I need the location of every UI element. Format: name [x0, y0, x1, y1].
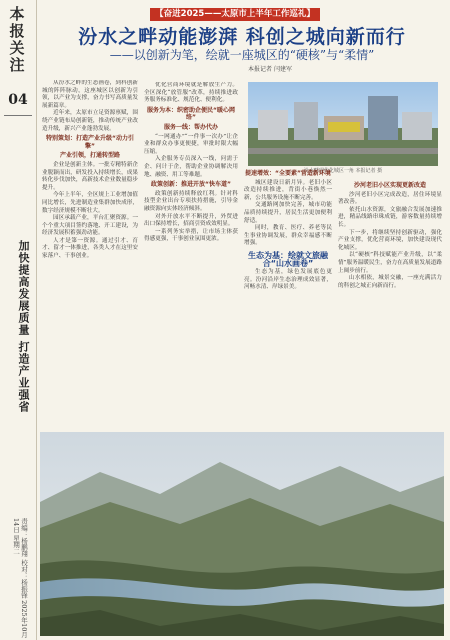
section-heading: 生态为基：绘就文旅融合“山水画卷”: [248, 250, 328, 268]
section-subheading: 产业引领，打通转型路: [59, 152, 120, 160]
section-heading: 提速增效：“全要素”营造新环境: [245, 170, 331, 177]
city-aerial-photo: [248, 82, 438, 166]
article-column-3: [244, 168, 332, 428]
section-heading: 特别策划：打造产业升级“动力引擎”: [46, 135, 134, 150]
photo-caption: 汾水畔现代化城区一角 本报记者 摄: [303, 168, 383, 174]
paragraph: 依托山水资源，文旅融合发展加速推进，精品线路串珠成链，游客数量持续增长。: [338, 206, 442, 228]
paragraph: 近年来，太原市立足资源禀赋，围绕产业链布局创新链，推动传统产业改造升级，新兴产业蓬勃发展。: [42, 110, 138, 132]
section-subheading: 服务一线：帮办代办: [163, 123, 218, 131]
article-column-2: [144, 82, 238, 428]
paragraph: “一网通办”“一件事一次办”让企业和群众办事更便捷，审批时限大幅压缩。: [144, 133, 238, 155]
paragraph: 山水相依，城景交融，一座充满活力的科创之城正向新而行。: [338, 275, 442, 289]
paragraph: 政策创新持续释放红利。针对科技型企业出台专项扶持措施，引导金融资源向实体经济倾斜。: [144, 190, 238, 212]
section-banner: 【奋进2025——太原市上半年工作巡礼】: [150, 8, 320, 21]
section-heading: 服务为本：织密助企便民“暖心网络”: [147, 106, 235, 122]
paragraph: 下一步，将继续坚持创新驱动，强化产业支撑，优化营商环境，加快建设现代化城区。: [338, 229, 442, 251]
paragraph: 园区承载产业，平台汇聚资源。一个个重大项目签约落地、开工建设，为经济发展积蓄强劲动能。: [42, 215, 138, 237]
paragraph: 交通路网加快完善，城市功能品质持续提升，居民生活更加便利舒适。: [244, 202, 332, 224]
paragraph: 对外开放水平不断提升，外贸进出口保持增长，招商引资成效明显。: [144, 213, 238, 228]
paragraph: 一系列务实举措，让市场主体获得感更强，干事创业氛围更浓。: [144, 228, 238, 243]
subheadline: ——以创新为笔，绘就一座城区的“硬核”与“柔情”: [109, 48, 375, 62]
paragraph: 沙河老旧小区完成改造，居住环境显著改善。: [338, 191, 442, 206]
article-column-1: [42, 80, 138, 426]
paragraph: 同时，教育、医疗、养老等民生事业协调发展，群众幸福感不断增强。: [244, 225, 332, 247]
paragraph: 优化营商环境就是解放生产力。全区深化“放管服”改革，持续推进政务服务标准化、规范化、便利化。: [144, 82, 238, 104]
paragraph: 城区建设日新月异。老旧小区改造持续推进，背街小巷焕然一新，公共服务设施不断完善。: [244, 179, 332, 201]
headline: 汾水之畔动能澎湃 科创之城向新而行: [78, 26, 406, 48]
rail-divider: [4, 115, 32, 116]
paragraph: 人才是第一资源。通过引才、育才、留才一体推进，各类人才在这里安家落户、干事创业。: [42, 237, 138, 260]
rail-slogan: 加快提高发展质量 打造产业强省: [17, 240, 30, 413]
byline: 本报记者 闫建军: [248, 66, 292, 73]
page-footer: 责编：杨鹏翔 校对：杨振锋 2025年10月14日 星期二: [12, 518, 28, 638]
section-heading: 政策创新：推进开放“快车道”: [151, 181, 231, 189]
paragraph: 入企服务专员深入一线，问需于企、问计于企，帮助企业协调解决用地、融资、用工等难题。: [144, 156, 238, 178]
column-name: 本报关注: [9, 5, 25, 74]
paragraph: 生态为基，绿色发展底色更亮。汾河沿岸生态治理成效显著，河畅水清、岸绿景美。: [244, 269, 332, 291]
paragraph: 今年上半年，全区规上工业增加值同比增长，先进制造业集群加快成形，数字经济规模不断壮大。: [42, 192, 138, 214]
page-number: 04: [8, 92, 28, 108]
paragraph: 以“硬核”科技赋能产业升级，以“柔情”服务温暖民生，奋力在高质量发展道路上阔步前行。: [338, 252, 442, 274]
river-valley-photo: [40, 432, 444, 636]
paragraph: 从汾水之畔的生态画卷，到科创新城的阵阵脉动，这座城区以创新为引领，以产业为支撑，奋力书写高质量发展新篇章。: [42, 80, 138, 109]
paragraph: 企业是创新主体。一批专精特新企业脱颖而出，研发投入持续增长，成果转化步伐加快，高新技术企业数量稳步提升。: [42, 161, 138, 191]
section-heading: 沙河老旧小区实现更新改造: [353, 182, 426, 189]
article-column-4: [338, 180, 442, 428]
page-rail: [0, 0, 37, 640]
